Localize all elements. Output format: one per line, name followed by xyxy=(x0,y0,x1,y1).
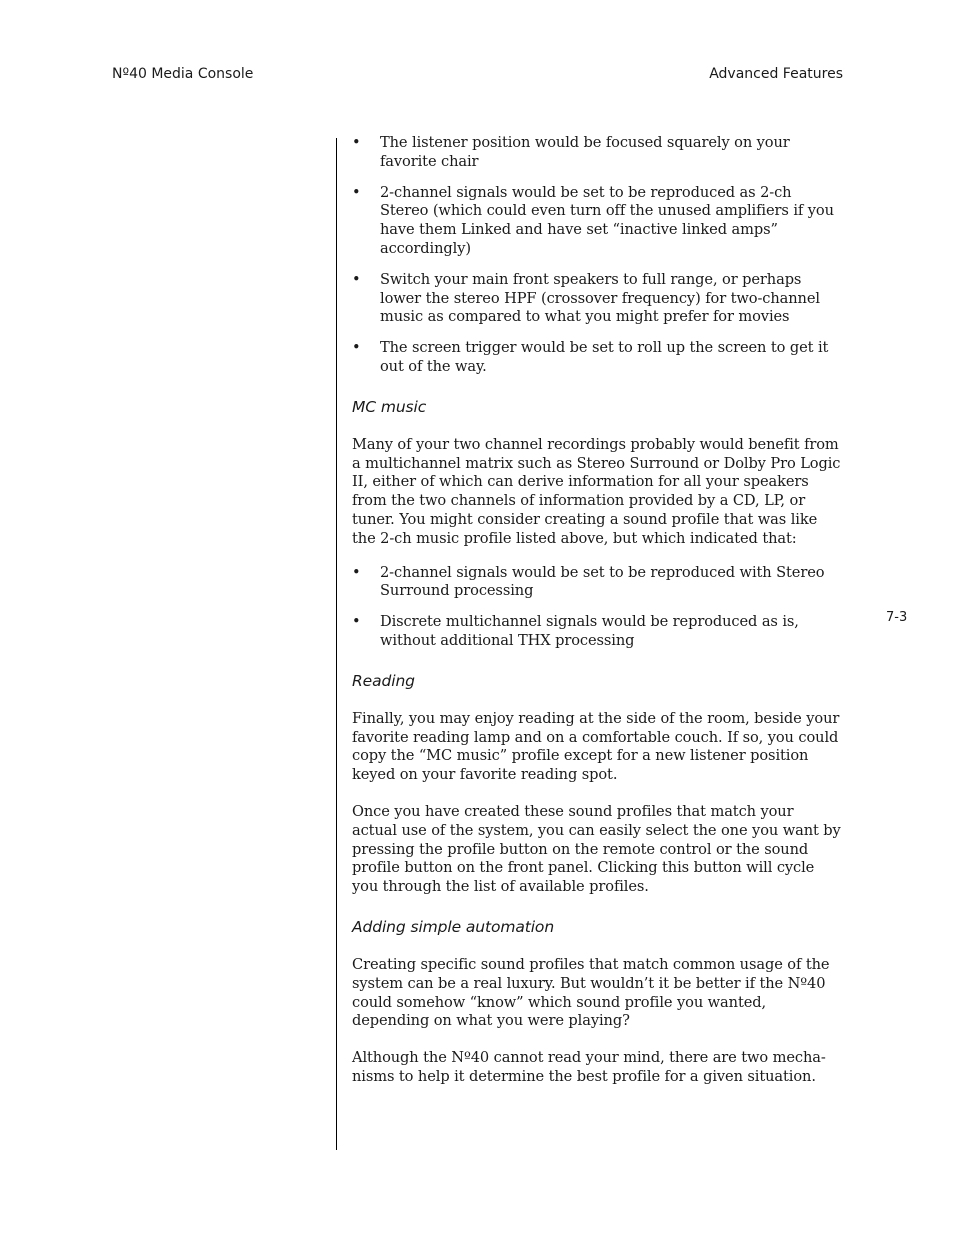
list-item: • The screen trigger would be set to roll up the screen to get it out of the way. xyxy=(352,339,842,377)
paragraph: Although the Nº40 cannot read your mind, there are two mecha-nisms to help it determine the best profile for a given situation. xyxy=(352,1049,826,1085)
section-heading: Adding simple automation xyxy=(352,917,555,936)
body-column xyxy=(352,134,842,1087)
list-item: • Discrete multichannel signals would be reproduced as is, without additional THX processing xyxy=(352,613,842,651)
bullet-list xyxy=(352,134,842,377)
list-item: • 2-channel signals would be set to be reproduced as 2-ch Stereo (which could even turn off the unused amplifiers if you have them Linked and have set “inactive linked amps” accordingly) xyxy=(352,184,842,259)
section-heading: MC music xyxy=(352,397,427,416)
paragraph: Finally, you may enjoy reading at the side of the room, beside your favorite reading lamp and on a comfortable couch. If so, you could copy the “MC music” profile except for a new listener position keyed on your favorite reading spot. xyxy=(352,709,840,784)
running-header-title: Nº40 Media Console xyxy=(112,66,254,82)
list-item: • Switch your main front speakers to full range, or perhaps lower the stereo HPF (crossover frequency) for two-channel music as compared to what you might prefer for movies xyxy=(352,271,842,327)
bullet-list xyxy=(352,564,842,651)
running-header-section: Advanced Features xyxy=(709,66,843,82)
list-item: • The listener position would be focused squarely on your favorite chair xyxy=(352,134,842,172)
page-number: 7-3 xyxy=(886,610,908,625)
list-item: • 2-channel signals would be set to be reproduced with Stereo Surround processing xyxy=(352,564,842,602)
paragraph: Creating specific sound profiles that match common usage of the system can be a real luxury. But wouldn’t it be better if the Nº40 could somehow “know” which sound profile you wanted, depending on what you were playing? xyxy=(352,955,830,1030)
paragraph: Once you have created these sound profiles that match your actual use of the system, you can easily select the one you want by pressing the profile button on the remote control or the sound profile button on the front panel. Clicking this button will cycle you through the list of available profiles. xyxy=(352,802,841,896)
section-heading: Reading xyxy=(352,671,415,690)
paragraph: Many of your two channel recordings probably would benefit from a multichannel matrix such as Stereo Surround or Dolby Pro Logic II, either of which can derive information for all your speakers from the two channels of information provided by a CD, LP, or tuner. You might consider creating a sound profile that was like the 2-ch music profile listed above, but which indicated that: xyxy=(352,435,841,547)
margin-rule xyxy=(336,138,337,1150)
